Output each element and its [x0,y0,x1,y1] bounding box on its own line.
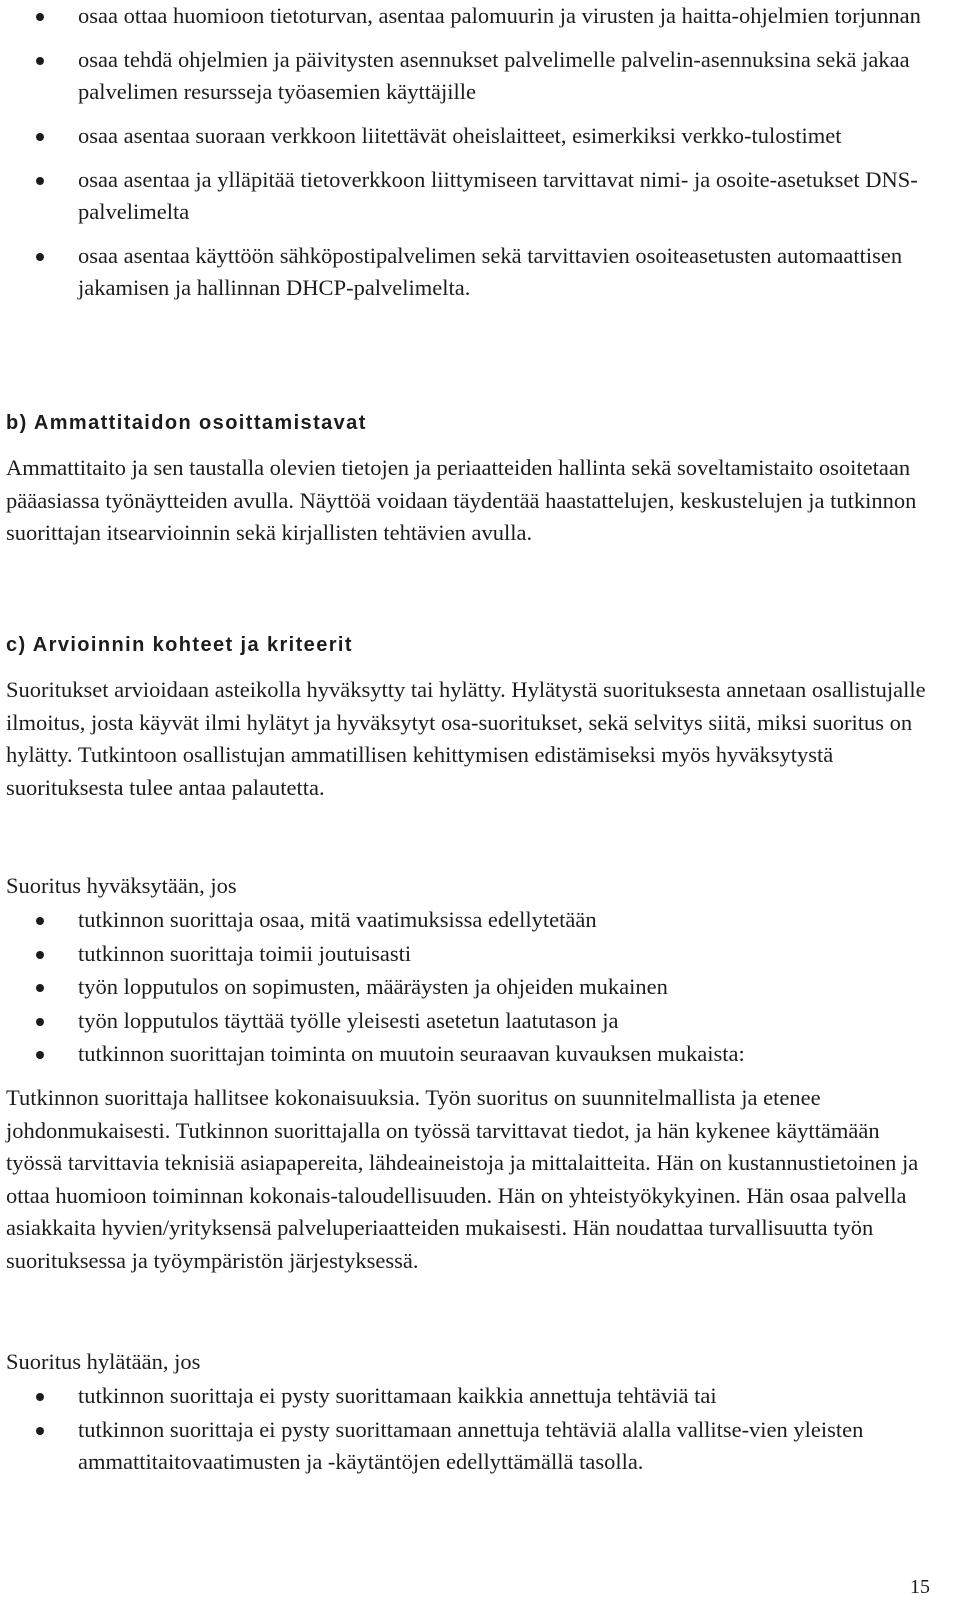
bullet-icon [36,57,44,65]
list-item-text: työn lopputulos on sopimusten, määräysten ja ohjeiden mukainen [78,974,668,999]
list-item [0,904,960,936]
requirements-list [0,0,960,316]
list-item [0,240,960,304]
bullet-icon [36,253,44,261]
list-item-text: tutkinnon suorittaja ei pysty suorittamaan annettuja tehtäviä alalla vallitse-vien yleisten ammattitaitovaatimusten ja -käytäntöjen edellyttämällä tasolla. [78,1416,864,1474]
section-c-text: Suoritukset arvioidaan asteikolla hyväksytty tai hylätty. Hylätystä suorituksesta annetaan osallistujalle ilmoitus, josta käyvät ilmi hylätyt ja hyväksytyt osa-suoritukset, sekä selvitys siitä, miksi suoritus on hylätty. Tutkintoon osallistujan ammatillisen kehittymisen edistämiseksi myös hyväksytystä suorituksesta tulee antaa palautetta. [6,677,926,800]
list-item [0,44,960,108]
list-item [0,1414,960,1478]
list-item-text: tutkinnon suorittaja ei pysty suorittamaan kaikkia annettuja tehtäviä tai [78,1383,717,1408]
bullet-icon [36,1051,44,1059]
list-item-text: osaa tehdä ohjelmien ja päivitysten asennukset palvelimelle palvelin-asennuksina sekä jakaa palvelimen resursseja työasemien käyttäjille [78,47,910,104]
list-item [0,1038,960,1070]
section-c-heading: c) Arvioinnin kohteet ja kriteerit [6,634,353,656]
list-item-text: tutkinnon suorittaja toimii joutuisasti [78,940,412,966]
section-b-heading: b) Ammattitaidon osoittamistavat [6,412,367,434]
rejected-criteria-list [0,1380,960,1479]
list-item [0,0,960,32]
page-number: 15 [910,1576,930,1598]
list-item-text: tutkinnon suorittaja osaa, mitä vaatimuksissa edellytetään [78,907,597,932]
bullet-icon [36,951,44,959]
list-item [0,971,960,1003]
list-item [0,164,960,228]
bullet-icon [36,1427,44,1435]
list-item [0,938,960,970]
list-item-text: osaa asentaa käyttöön sähköpostipalvelimen sekä tarvittavien osoiteasetusten automaattisen jakamisen ja hallinnan DHCP-palvelimelta. [78,243,903,300]
list-item [0,1005,960,1037]
accepted-criteria-list [0,904,960,1072]
section-b-text: Ammattitaito ja sen taustalla olevien tietojen ja periaatteiden hallinta sekä soveltamistaito osoitetaan pääasiassa työnäytteiden avulla. Näyttöä voidaan täydentää haastattelujen, keskustelujen ja tutkinnon suorittajan itsearvioinnin sekä kirjallisten tehtävien avulla. [6,455,917,545]
list-item [0,120,960,152]
list-item-text: työn lopputulos täyttää työlle yleisesti asetetun laatutason ja [78,1007,619,1033]
bullet-icon [36,13,44,21]
bullet-icon [36,1393,44,1401]
rejected-intro: Suoritus hylätään, jos [6,1349,201,1374]
list-item-text: osaa asentaa suoraan verkkoon liitettävät oheislaitteet, esimerkiksi verkko-tulostimet [78,123,842,148]
bullet-icon [36,177,44,185]
bullet-icon [36,984,44,992]
list-item-text: osaa ottaa huomioon tietoturvan, asentaa palomuurin ja virusten ja haitta-ohjelmien torjunnan [78,3,921,28]
list-item-text: osaa asentaa ja ylläpitää tietoverkkoon liittymiseen tarvittavat nimi- ja osoite-asetukset DNS-palvelimelta [78,167,918,224]
bullet-icon [36,1018,44,1026]
list-item [0,1380,960,1412]
list-item-text: tutkinnon suorittajan toiminta on muutoin seuraavan kuvauksen mukaista: [78,1041,745,1066]
accepted-description: Tutkinnon suorittaja hallitsee kokonaisuuksia. Työn suoritus on suunnitelmallista ja etenee johdonmukaisesti. Tutkinnon suorittajalla on työssä tarvittavat tiedot, ja hän kykenee käyttämään työssä tarvittavia teknisiä asiapapereita, lähdeaineistoja ja mittalaitteita. Hän on kustannustietoinen ja ottaa huomioon toiminnan kokonais-taloudellisuuden. Hän on yhteistyökykyinen. Hän osaa palvella asiakkaita hyvien/yrityksensä palveluperiaatteiden mukaisesti. Hän noudattaa turvallisuutta työn suorituksessa ja työympäristön järjestyksessä. [6,1085,919,1273]
bullet-icon [36,917,44,925]
accepted-intro: Suoritus hyväksytään, jos [6,873,237,898]
bullet-icon [36,133,44,141]
